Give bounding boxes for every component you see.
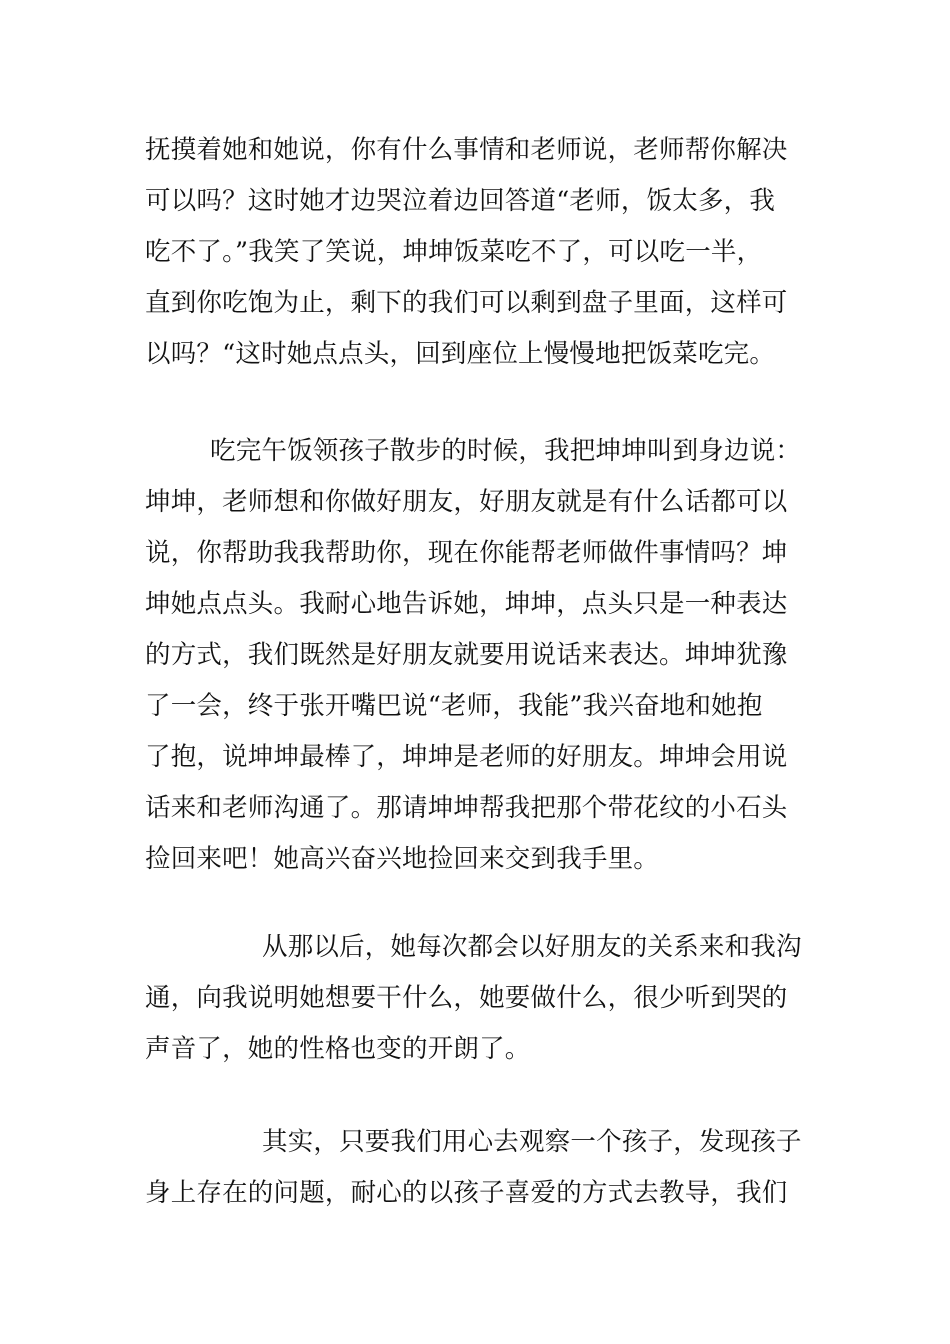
text-line: 的方式，我们既然是好朋友就要用说话来表达。坤坤犹豫 xyxy=(145,640,788,670)
text-line: 声音了，她的性格也变的开朗了。 xyxy=(145,1034,531,1064)
text-line: 吃不了。”我笑了笑说，坤坤饭菜吃不了，可以吃一半， xyxy=(145,237,763,267)
text-line: 身上存在的问题，耐心的以孩子喜爱的方式去教导，我们 xyxy=(145,1178,788,1208)
text-line: 说，你帮助我我帮助你，现在你能帮老师做件事情吗？坤 xyxy=(145,538,788,568)
text-line: 抚摸着她和她说，你有什么事情和老师说，老师帮你解决 xyxy=(145,135,788,165)
text-line: 通，向我说明她想要干什么，她要做什么，很少听到哭的 xyxy=(145,983,788,1013)
text-line: 了一会，终于张开嘴巴说“老师，我能”我兴奋地和她抱 xyxy=(145,691,763,721)
text-line: 坤她点点头。我耐心地告诉她，坤坤，点头只是一种表达 xyxy=(145,589,788,619)
text-line: 吃完午饭领孩子散步的时候，我把坤坤叫到身边说： xyxy=(210,436,802,466)
text-line: 从那以后，她每次都会以好朋友的关系来和我沟 xyxy=(262,932,802,962)
text-line: 坤坤，老师想和你做好朋友，好朋友就是有什么话都可以 xyxy=(145,487,788,517)
paragraph-1 xyxy=(145,125,807,380)
text-line: 直到你吃饱为止，剩下的我们可以剩到盘子里面，这样可 xyxy=(145,288,788,318)
text-line: 话来和老师沟通了。那请坤坤帮我把那个带花纹的小石头 xyxy=(145,793,788,823)
text-line: 捡回来吧！她高兴奋兴地捡回来交到我手里。 xyxy=(145,844,660,874)
text-line: 以吗？“这时她点点头，回到座位上慢慢地把饭菜吃完。 xyxy=(145,339,776,369)
paragraph-2 xyxy=(145,426,807,885)
text-line: 可以吗？这时她才边哭泣着边回答道“老师，饭太多，我 xyxy=(145,186,776,216)
text-line: 其实，只要我们用心去观察一个孩子，发现孩子 xyxy=(262,1127,802,1157)
paragraph-4 xyxy=(145,1117,807,1219)
text-line: 了抱，说坤坤最棒了，坤坤是老师的好朋友。坤坤会用说 xyxy=(145,742,788,772)
paragraph-3 xyxy=(145,922,807,1075)
